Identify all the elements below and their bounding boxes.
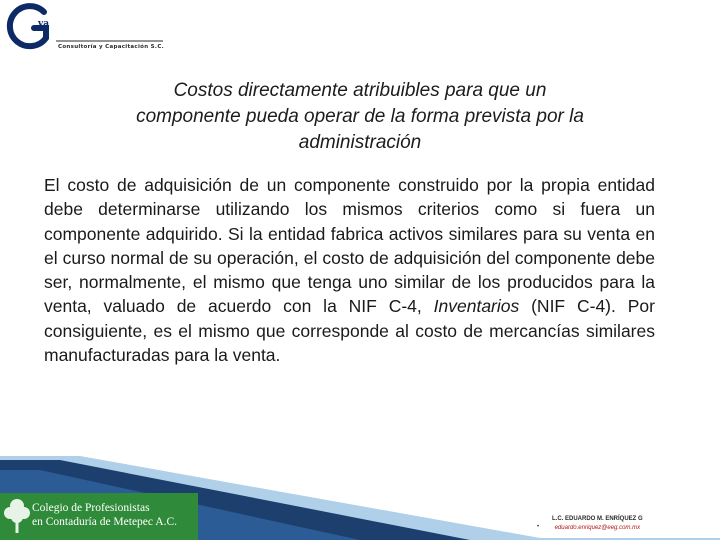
body-text-part-2: (NIF C-4). Por consiguiente, es el mismo que corresponde al costo de mercancías similares manufacturadas para la venta.: [44, 296, 655, 366]
tree-icon: [3, 496, 31, 536]
body-paragraph: [44, 173, 655, 367]
college-logo: [0, 493, 198, 540]
body-text-part-1: El costo de adquisición de un componente construido por la propia entidad debe determinarse utilizando los mismos criterios como si fuera un componente adquirido. Si la entidad fabrica activos similares para su venta en el curso normal de su operación, el costo de adquisición del componente debe ser, normalmente, el mismo que tenga uno similar de los producidos para la venta, valuado de acuerdo con la NIF C-4,: [44, 175, 655, 317]
logo-letters: va: [38, 19, 50, 29]
author-name: L.C. EDUARDO M. ENRÍQUEZ G: [552, 516, 643, 522]
title-line-2: componente pueda operar de la forma prevista por la: [136, 106, 584, 127]
college-line-2: en Contaduría de Metepec A.C.: [32, 516, 177, 528]
logo-subtitle: Consultoría y Capacitación S.C.: [58, 44, 165, 50]
author-email: eduardo.enriquez@eeg.com.mx: [554, 525, 641, 531]
slide-title: [40, 78, 680, 156]
college-line-1: Colegio de Profesionistas: [32, 502, 150, 514]
separator-dot: •: [537, 524, 540, 530]
company-logo: [0, 0, 175, 58]
title-line-3: administración: [298, 132, 422, 153]
author-credit: [552, 515, 643, 533]
title-line-1: Costos directamente atribuibles para que un: [173, 80, 547, 101]
body-emphasis: Inventarios: [433, 296, 520, 317]
college-name: [32, 501, 177, 529]
